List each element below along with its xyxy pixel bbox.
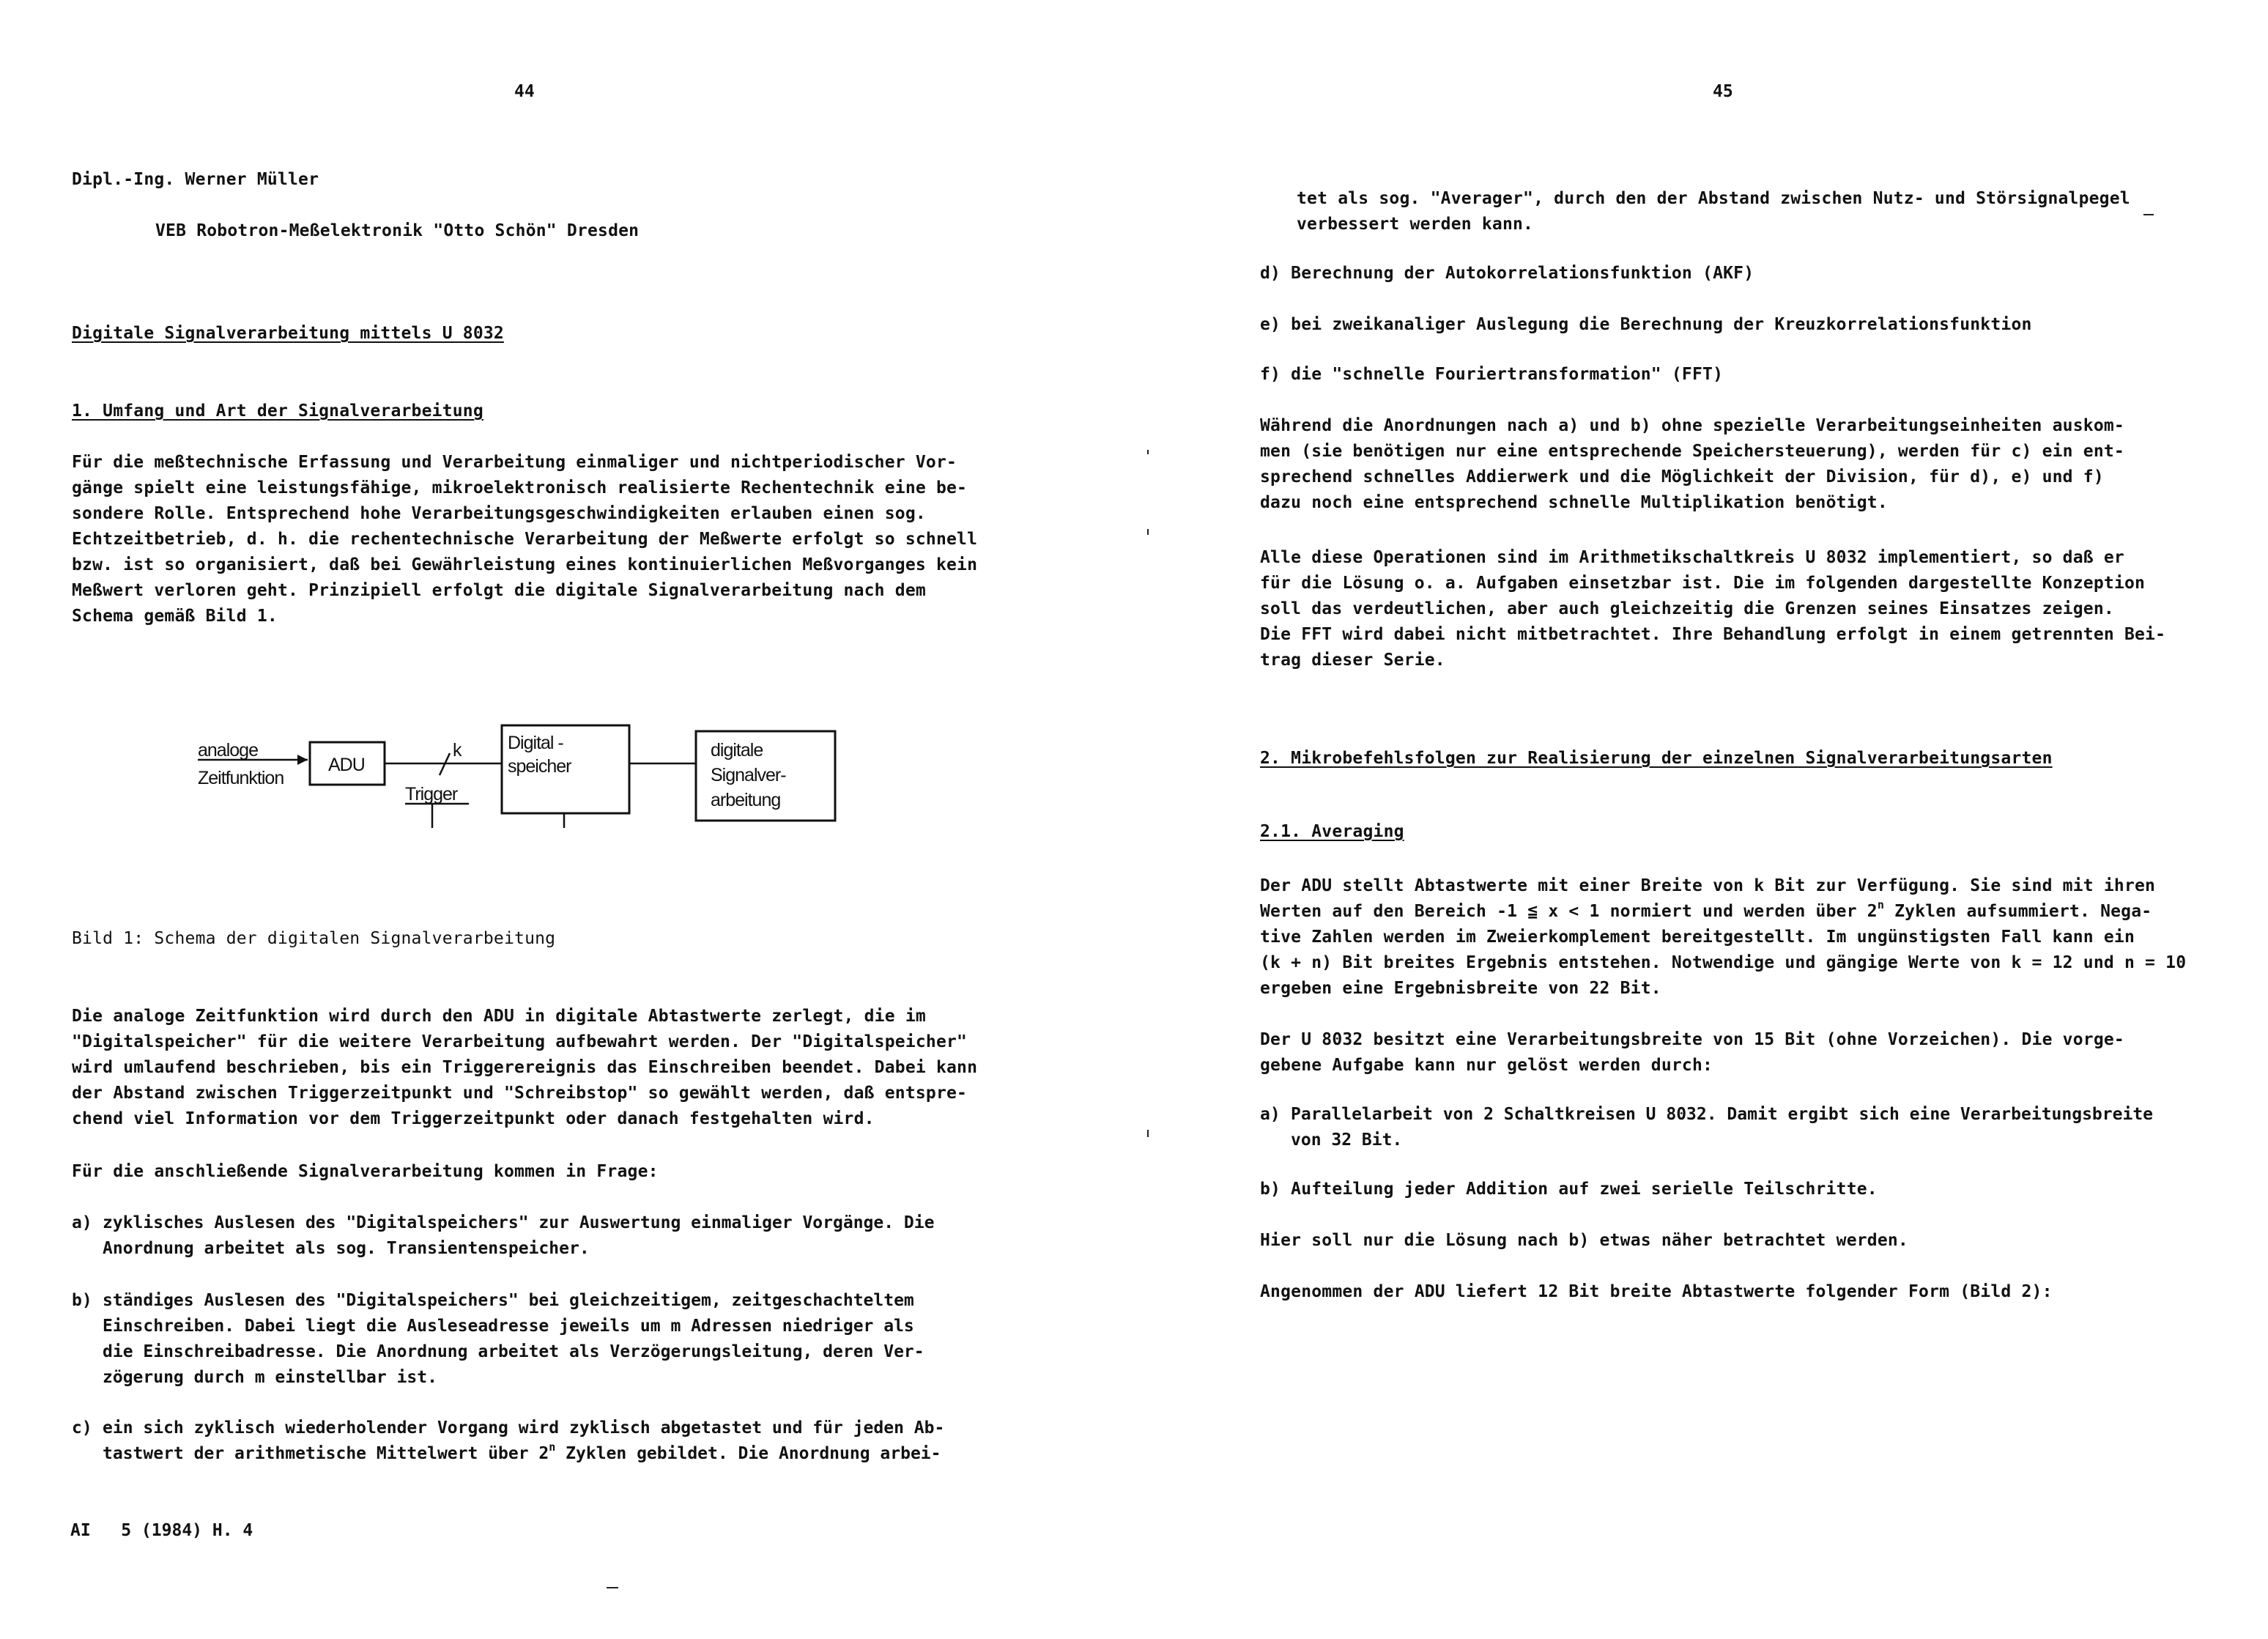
- page-number: 45: [1713, 82, 1733, 101]
- list-label: c): [72, 1418, 92, 1438]
- text-line: zyklisches Auslesen des "Digitalspeichers" zur Auswertung einmaliger Vorgänge. Die: [103, 1213, 935, 1232]
- text-line: Meßwert verloren geht. Prinzipiell erfolgt die digitale Signalverarbeitung nach dem: [72, 581, 926, 600]
- text-line: zögerung durch m einstellbar ist.: [103, 1368, 437, 1387]
- text-line: Schema gemäß Bild 1.: [72, 607, 278, 626]
- text-line: chend viel Information vor dem Triggerzeitpunkt oder danach festgehalten wird.: [72, 1109, 875, 1128]
- text-line: men (sie benötigen nur eine entsprechende Speichersteuerung), werden für c) ein ent-: [1260, 442, 2124, 461]
- superscript: n: [549, 1440, 556, 1454]
- subsection-heading: 2.1. Averaging: [1260, 822, 1404, 841]
- list-label: a): [72, 1213, 92, 1232]
- text-line: gänge spielt eine leistungsfähige, mikroelektronisch realisierte Rechentechnik eine be-: [72, 478, 968, 497]
- text-fragment: Zyklen gebildet. Die Anordnung arbei-: [555, 1444, 941, 1463]
- text-line: "Digitalspeicher" für die weitere Verarbeitung aufbewahrt werden. Der "Digitalspeicher": [72, 1032, 968, 1051]
- text-line: Alle diese Operationen sind im Arithmetikschaltkreis U 8032 implementiert, so daß er: [1260, 548, 2124, 567]
- diagram-label-processing: Signalver-: [711, 765, 786, 785]
- text-line: (k + n) Bit breites Ergebnis entstehen. Notwendige und gängige Werte von k = 12 und n = 10: [1260, 953, 2187, 972]
- text-line: Echtzeitbetrieb, d. h. die rechentechnische Verarbeitung der Meßwerte erfolgt so schnell: [72, 530, 978, 549]
- superscript: n: [1877, 898, 1885, 912]
- text-line: Die FFT wird dabei nicht mitbetrachtet. Ihre Behandlung erfolgt in einem getrennten Bei-: [1260, 625, 2166, 644]
- text-line: Parallelarbeit von 2 Schaltkreisen U 8032. Damit ergibt sich eine Verarbeitungsbreite: [1291, 1105, 2154, 1124]
- list-item-b: b) Aufteilung jeder Addition auf zwei serielle Teilschritte.: [1260, 1180, 1878, 1199]
- text-fragment: tastwert der arithmetische Mittelwert über 2: [103, 1444, 549, 1463]
- paragraph-assumption: Angenommen der ADU liefert 12 Bit breite Abtastwerte folgender Form (Bild 2):: [1260, 1282, 2053, 1301]
- text-line: ergeben eine Ergebnisbreite von 22 Bit.: [1260, 979, 1661, 998]
- diagram-label-processing: digitale: [711, 740, 763, 761]
- scan-speck: [1147, 529, 1149, 535]
- section-heading: 1. Umfang und Art der Signalverarbeitung: [72, 402, 483, 421]
- diagram-label-memory: Digital -: [508, 733, 563, 753]
- text-line: Während die Anordnungen nach a) und b) ohne spezielle Verarbeitungseinheiten auskom-: [1260, 416, 2124, 435]
- text-line: ein sich zyklisch wiederholender Vorgang wird zyklisch abgetastet und für jeden Ab-: [103, 1418, 945, 1438]
- list-label: b): [72, 1291, 92, 1310]
- text-line: soll das verdeutlichen, aber auch gleichzeitig die Grenzen seines Einsatzes zeigen.: [1260, 599, 2114, 618]
- text-line: gebene Aufgabe kann nur gelöst werden durch:: [1260, 1056, 1713, 1075]
- text-line: verbessert werden kann.: [1297, 215, 1534, 234]
- text-line: trag dieser Serie.: [1260, 651, 1445, 670]
- list-item-e: e) bei zweikanaliger Auslegung die Berechnung der Kreuzkorrelationsfunktion: [1260, 315, 2032, 334]
- list-item-f: f) die "schnelle Fouriertransformation" (FFT): [1260, 365, 1724, 384]
- text-line: bzw. ist so organisiert, daß bei Gewährleistung eines kontinuierlichen Meßvorganges kein: [72, 555, 978, 574]
- text-line: die Einschreibadresse. Die Anordnung arbeitet als Verzögerungsleitung, deren Ver-: [103, 1342, 924, 1361]
- text-line: wird umlaufend beschrieben, bis ein Triggerereignis das Einschreiben beendet. Dabei kann: [72, 1058, 978, 1077]
- journal-footer: AI 5 (1984) H. 4: [70, 1521, 253, 1540]
- text-line: Die analoge Zeitfunktion wird durch den ADU in digitale Abtastwerte zerlegt, die im: [72, 1007, 926, 1026]
- text-line: [103, 1441, 941, 1467]
- scan-speck: [1147, 1130, 1149, 1137]
- affiliation: VEB Robotron-Meßelektronik "Otto Schön" Dresden: [155, 221, 640, 240]
- text-line: der Abstand zwischen Triggerzeitpunkt und "Schreibstop" so gewählt werden, daß entspre-: [72, 1084, 968, 1103]
- list-item-d: d) Berechnung der Autokorrelationsfunktion (AKF): [1260, 264, 1754, 283]
- text-line: sprechend schnelles Addierwerk und die Möglichkeit der Division, für d), e) und f): [1260, 467, 2104, 486]
- right-page: [1134, 0, 2268, 1639]
- diagram-label-adu: ADU: [328, 755, 365, 775]
- scan-speck: [2143, 214, 2154, 215]
- author: Dipl.-Ing. Werner Müller: [72, 170, 319, 189]
- section-heading: 2. Mikrobefehlsfolgen zur Realisierung der einzelnen Signalverarbeitungsarten: [1260, 749, 2053, 768]
- page-number: 44: [514, 82, 535, 101]
- text-line: sondere Rolle. Entsprechend hohe Verarbeitungsgeschwindigkeiten erlauben einen sog.: [72, 504, 926, 523]
- text-line: dazu noch eine entsprechend schnelle Multiplikation benötigt.: [1260, 493, 1888, 512]
- text-line: Für die meßtechnische Erfassung und Verarbeitung einmaliger und nichtperiodischer Vor-: [72, 453, 957, 472]
- text-line: für die Lösung o. a. Aufgaben einsetzbar ist. Die im folgenden dargestellte Konzeption: [1260, 574, 2146, 593]
- text-line: von 32 Bit.: [1291, 1131, 1403, 1150]
- text-line: tive Zahlen werden im Zweierkomplement bereitgestellt. Im ungünstigsten Fall kann ein: [1260, 928, 2135, 947]
- paragraph-solution: Hier soll nur die Lösung nach b) etwas näher betrachtet werden.: [1260, 1231, 1908, 1250]
- scan-speck: [607, 1587, 618, 1588]
- article-title: Digitale Signalverarbeitung mittels U 8032: [72, 324, 504, 343]
- text-fragment: Zyklen aufsummiert. Nega-: [1884, 902, 2152, 921]
- arrow-head-icon: [297, 755, 308, 765]
- paragraph-options-intro: Für die anschließende Signalverarbeitung kommen in Frage:: [72, 1162, 659, 1181]
- trigger-line: [432, 804, 564, 828]
- diagram-label-input: analoge: [198, 740, 258, 761]
- scan-speck: [1147, 450, 1149, 454]
- text-line: [1260, 899, 2152, 925]
- diagram-label-k: k: [453, 740, 462, 761]
- list-label: a): [1260, 1105, 1281, 1124]
- diagram-label-input: Zeitfunktion: [198, 768, 284, 788]
- text-line: Anordnung arbeitet als sog. Transientenspeicher.: [103, 1239, 590, 1258]
- diagram-label-processing: arbeitung: [711, 790, 781, 810]
- text-line: Einschreiben. Dabei liegt die Ausleseadresse jeweils um m Adressen niedriger als: [103, 1317, 914, 1336]
- diagram-label-trigger: Trigger: [405, 784, 458, 804]
- text-fragment: Werten auf den Bereich -1 ≦ x < 1 normiert und werden über 2: [1260, 902, 1878, 921]
- figure-caption: Bild 1: Schema der digitalen Signalverarbeitung: [72, 929, 556, 948]
- diagram-label-memory: speicher: [508, 756, 571, 777]
- text-line: Der ADU stellt Abtastwerte mit einer Breite von k Bit zur Verfügung. Sie sind mit ihren: [1260, 876, 2156, 895]
- text-line: ständiges Auslesen des "Digitalspeichers" bei gleichzeitigem, zeitgeschachteltem: [103, 1291, 914, 1310]
- text-line: Der U 8032 besitzt eine Verarbeitungsbreite von 15 Bit (ohne Vorzeichen). Die vorge-: [1260, 1030, 2124, 1049]
- signal-processing-diagram: [198, 718, 857, 828]
- text-line: tet als sog. "Averager", durch den der Abstand zwischen Nutz- und Störsignalpegel: [1297, 189, 2130, 208]
